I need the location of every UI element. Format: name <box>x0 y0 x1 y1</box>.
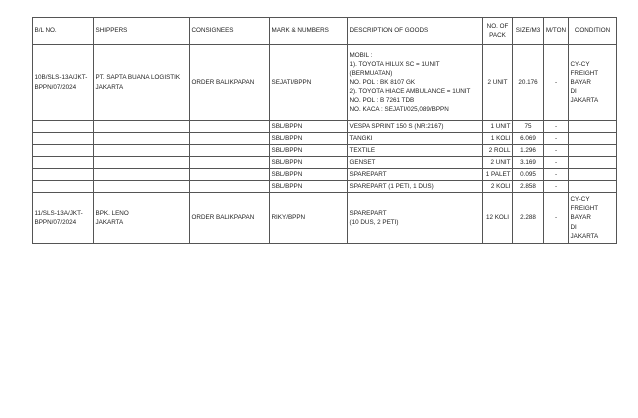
mton-cell: - <box>544 133 569 145</box>
marks-cell: SBL/BPPN <box>270 169 348 181</box>
condition-cell <box>569 121 617 133</box>
pack-cell: 2 UNIT <box>483 157 513 169</box>
description-cell: GENSET <box>348 157 483 169</box>
consignee-cell: ORDER BALIKPAPAN <box>190 45 270 121</box>
size-cell: 2.858 <box>513 181 544 193</box>
mton-cell: - <box>544 169 569 181</box>
header-row <box>33 18 617 45</box>
condition-cell: CY-CY FREIGHT BAYAR DI JAKARTA <box>569 45 617 121</box>
bl-no-cell <box>33 181 94 193</box>
description-cell: TANGKI <box>348 133 483 145</box>
size-cell: 6.069 <box>513 133 544 145</box>
size-cell: 75 <box>513 121 544 133</box>
marks-cell: SEJATI/BPPN <box>270 45 348 121</box>
bl-no-cell <box>33 145 94 157</box>
condition-cell <box>569 169 617 181</box>
table-row <box>33 181 617 193</box>
header-no-of-pack: NO. OF PACK <box>483 18 513 45</box>
header-size: SIZE/M3 <box>513 18 544 45</box>
pack-cell: 2 ROLL <box>483 145 513 157</box>
bl-no-cell: 10B/SLS-13A/JKT- BPPN/07/2024 <box>33 45 94 121</box>
condition-cell <box>569 133 617 145</box>
header-mton: M/TON <box>544 18 569 45</box>
table-row <box>33 169 617 181</box>
size-cell: 2.288 <box>513 193 544 244</box>
description-cell: TEXTILE <box>348 145 483 157</box>
condition-cell <box>569 145 617 157</box>
shipper-cell: BPK. LENO JAKARTA <box>94 193 190 244</box>
mton-cell: - <box>544 145 569 157</box>
size-cell: 20.176 <box>513 45 544 121</box>
bl-no-cell <box>33 121 94 133</box>
consignee-cell <box>190 181 270 193</box>
bl-no-cell <box>33 169 94 181</box>
marks-cell: SBL/BPPN <box>270 157 348 169</box>
consignee-cell: ORDER BALIKPAPAN <box>190 193 270 244</box>
table-row <box>33 133 617 145</box>
pack-cell: 1 KOLI <box>483 133 513 145</box>
header-consignees: CONSIGNEES <box>190 18 270 45</box>
marks-cell: SBL/BPPN <box>270 181 348 193</box>
mton-cell: - <box>544 193 569 244</box>
pack-cell: 1 PALET <box>483 169 513 181</box>
header-marks: MARK & NUMBERS <box>270 18 348 45</box>
shipper-cell <box>94 121 190 133</box>
description-cell: MOBIL : 1). TOYOTA HILUX SC = 1UNIT (BERMUATAN) NO. POL : BK 8107 GK 2). TOYOTA HIACE AMBULANCE = 1UNIT NO. POL : B 7261 TDB NO. KACA : SEJATI/025,089/BPPN <box>348 45 483 121</box>
header-shippers: SHIPPERS <box>94 18 190 45</box>
description-cell: SPAREPART <box>348 169 483 181</box>
consignee-cell <box>190 133 270 145</box>
size-cell: 0.095 <box>513 169 544 181</box>
shipper-cell <box>94 157 190 169</box>
mton-cell: - <box>544 181 569 193</box>
marks-cell: SBL/BPPN <box>270 121 348 133</box>
consignee-cell <box>190 121 270 133</box>
marks-cell: RIKY/BPPN <box>270 193 348 244</box>
description-cell: SPAREPART (10 DUS, 2 PETI) <box>348 193 483 244</box>
marks-cell: SBL/BPPN <box>270 145 348 157</box>
table-row <box>33 145 617 157</box>
shipper-cell <box>94 145 190 157</box>
header-bl-no: B/L NO. <box>33 18 94 45</box>
mton-cell: - <box>544 121 569 133</box>
consignee-cell <box>190 169 270 181</box>
pack-cell: 2 KOLI <box>483 181 513 193</box>
size-cell: 1.296 <box>513 145 544 157</box>
condition-cell: CY-CY FREIGHT BAYAR DI JAKARTA <box>569 193 617 244</box>
table-row <box>33 157 617 169</box>
bl-no-cell <box>33 133 94 145</box>
shipper-cell <box>94 181 190 193</box>
pack-cell: 12 KOLI <box>483 193 513 244</box>
pack-cell: 2 UNIT <box>483 45 513 121</box>
consignee-cell <box>190 145 270 157</box>
condition-cell <box>569 157 617 169</box>
table-row <box>33 193 617 244</box>
header-condition: CONDITION <box>569 18 617 45</box>
header-description: DESCRIPTION OF GOODS <box>348 18 483 45</box>
shipper-cell: PT. SAPTA BUANA LOGISTIK JAKARTA <box>94 45 190 121</box>
bl-no-cell <box>33 157 94 169</box>
bl-no-cell: 11/SLS-13A/JKT- BPPN/07/2024 <box>33 193 94 244</box>
shipper-cell <box>94 133 190 145</box>
size-cell: 3.169 <box>513 157 544 169</box>
description-cell: VESPA SPRINT 150 S (NR:2167) <box>348 121 483 133</box>
description-cell: SPAREPART (1 PETI, 1 DUS) <box>348 181 483 193</box>
shipper-cell <box>94 169 190 181</box>
table-row <box>33 45 617 121</box>
pack-cell: 1 UNIT <box>483 121 513 133</box>
mton-cell: - <box>544 157 569 169</box>
mton-cell: - <box>544 45 569 121</box>
cargo-manifest-table <box>32 17 617 244</box>
marks-cell: SBL/BPPN <box>270 133 348 145</box>
condition-cell <box>569 181 617 193</box>
table-row <box>33 121 617 133</box>
consignee-cell <box>190 157 270 169</box>
